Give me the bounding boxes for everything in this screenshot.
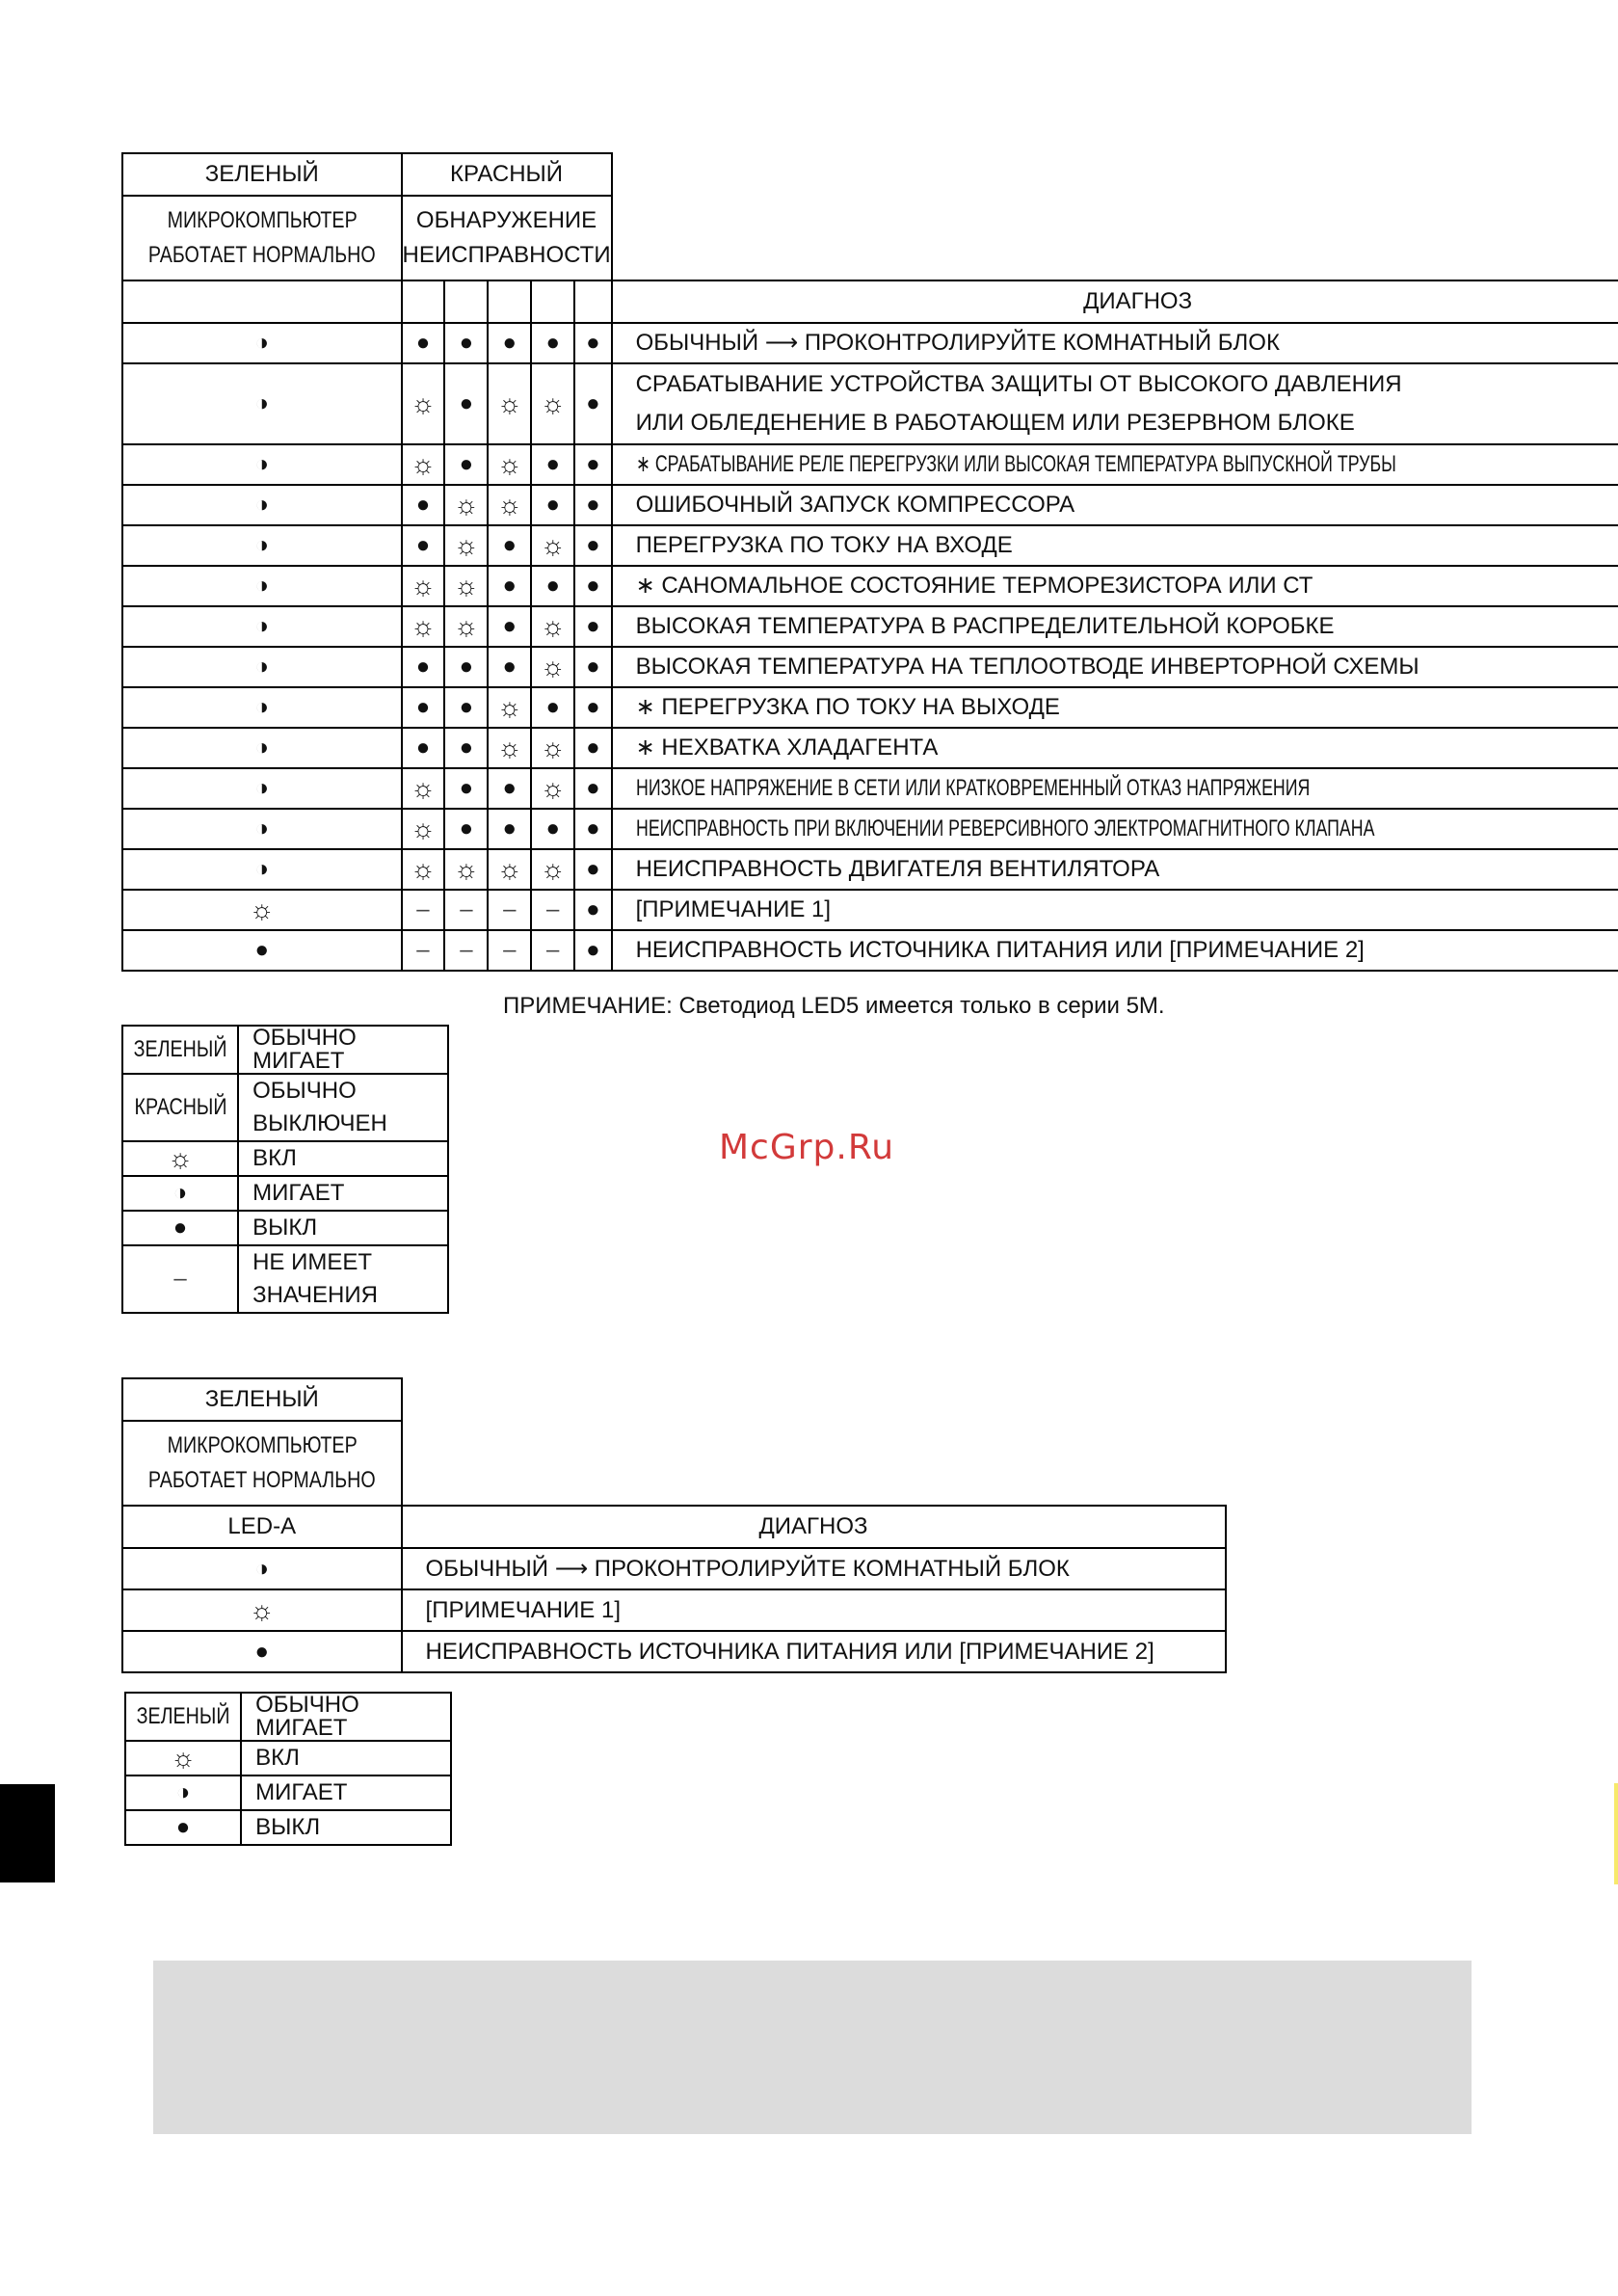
diagnosis-text: ВЫСОКАЯ ТЕМПЕРАТУРА НА ТЕПЛООТВОДЕ ИНВЕРТОРНОЙ СХЕМЫ: [612, 647, 1618, 687]
table-row: [122, 809, 1618, 849]
diagnosis-text: НЕИСПРАВНОСТЬ ПРИ ВКЛЮЧЕНИИ РЕВЕРСИВНОГО ЭЛЕКТРОМАГНИТНОГО КЛАПАНА: [612, 809, 1618, 849]
led-off-icon: ●: [488, 809, 531, 849]
led-blink-icon: ◑: [122, 1548, 402, 1589]
led-off-icon: ●: [574, 687, 611, 728]
header-green: ЗЕЛЕНЫЙ: [122, 1378, 402, 1421]
led-off-icon: ●: [574, 525, 611, 566]
led-off-icon: ●: [531, 687, 574, 728]
led-blink-icon: ◑: [125, 1775, 241, 1810]
header-red: КРАСНЫЙ: [402, 153, 612, 196]
led-off-icon: ●: [531, 566, 574, 606]
legend-green-label: ЗЕЛЕНЫЙ: [125, 1693, 241, 1741]
table-row: [122, 1589, 1226, 1631]
led-blink-icon: ◑: [122, 606, 402, 647]
table-row: [122, 728, 1618, 768]
led-off-icon: ●: [444, 444, 488, 485]
diagnosis-text: ∗ САНОМАЛЬНОЕ СОСТОЯНИЕ ТЕРМОРЕЗИСТОРА ИЛИ СТ: [612, 566, 1618, 606]
not-applicable-icon: –: [122, 1245, 238, 1313]
diagnosis-text: НЕИСПРАВНОСТЬ ИСТОЧНИКА ПИТАНИЯ ИЛИ [ПРИМЕЧАНИЕ 2]: [402, 1631, 1226, 1672]
legend-green-label: ЗЕЛЕНЫЙ: [122, 1026, 238, 1074]
diagnosis-text: ПЕРЕГРУЗКА ПО ТОКУ НА ВХОДЕ: [612, 525, 1618, 566]
table-row: [122, 363, 1618, 444]
table-row: [122, 768, 1618, 809]
led-a-diagnosis-table: [121, 1377, 1227, 1673]
table-row: [122, 647, 1618, 687]
arrow-icon: ⟶: [758, 330, 805, 356]
diagnosis-text: [ПРИМЕЧАНИЕ 1]: [402, 1589, 1226, 1631]
table-row: [122, 525, 1618, 566]
led-on-icon: ☼: [488, 363, 531, 444]
led-blink-icon: ◑: [122, 728, 402, 768]
led-off-icon: ●: [574, 566, 611, 606]
led-blink-icon: ◑: [122, 525, 402, 566]
diagnosis-text: СРАБАТЫВАНИЕ УСТРОЙСТВА ЗАЩИТЫ ОТ ВЫСОКОГО ДАВЛЕНИЯ ИЛИ ОБЛЕДЕНЕНИЕ В РАБОТАЮЩЕМ ИЛИ РЕЗЕРВНОМ БЛОКЕ: [612, 363, 1618, 444]
led-off-icon: ●: [574, 768, 611, 809]
led-off-icon: ●: [402, 323, 445, 363]
not-applicable-icon: –: [444, 930, 488, 971]
led-off-icon: ●: [444, 323, 488, 363]
table-row: [122, 687, 1618, 728]
not-applicable-icon: –: [531, 930, 574, 971]
table-row: [122, 566, 1618, 606]
legend-green-desc: ОБЫЧНО МИГАЕТ: [241, 1693, 451, 1741]
legend-row: [125, 1741, 451, 1775]
led-on-icon: ☼: [531, 606, 574, 647]
not-applicable-icon: –: [488, 890, 531, 930]
legend-row: [122, 1141, 448, 1176]
arrow-icon: ⟶: [548, 1555, 595, 1582]
led-off-icon: ●: [531, 485, 574, 525]
legend-desc: НЕ ИМЕЕТ ЗНАЧЕНИЯ: [238, 1245, 448, 1313]
led-off-icon: ●: [444, 363, 488, 444]
legend-desc: МИГАЕТ: [238, 1176, 448, 1211]
led-on-icon: ☼: [531, 363, 574, 444]
section-tab-marker: [0, 1784, 55, 1882]
gray-footer-box: [153, 1961, 1472, 2134]
led-on-icon: ☼: [531, 647, 574, 687]
led-off-icon: ●: [531, 323, 574, 363]
led-on-icon: ☼: [444, 566, 488, 606]
led-off-icon: ●: [402, 687, 445, 728]
legend-row: [125, 1810, 451, 1845]
legend-red-label: КРАСНЫЙ: [122, 1074, 238, 1141]
led-off-icon: ●: [488, 647, 531, 687]
diagnosis-text: ОШИБОЧНЫЙ ЗАПУСК КОМПРЕССОРА: [612, 485, 1618, 525]
led-off-icon: ●: [122, 930, 402, 971]
legend-desc: ВЫКЛ: [241, 1810, 451, 1845]
legend-row: [122, 1211, 448, 1245]
led-off-icon: ●: [402, 728, 445, 768]
led-off-icon: ●: [402, 647, 445, 687]
led-off-icon: ●: [574, 647, 611, 687]
led-off-icon: ●: [444, 647, 488, 687]
watermark: McGrp.Ru: [719, 1128, 895, 1167]
led-off-icon: ●: [402, 485, 445, 525]
diagnosis-text: ∗ НЕХВАТКА ХЛАДАГЕНТА: [612, 728, 1618, 768]
led-on-icon: ☼: [402, 849, 445, 890]
not-applicable-icon: –: [488, 930, 531, 971]
diagnosis-text: НИЗКОЕ НАПРЯЖЕНИЕ В СЕТИ ИЛИ КРАТКОВРЕМЕННЫЙ ОТКАЗ НАПРЯЖЕНИЯ: [612, 768, 1618, 809]
led-off-icon: ●: [574, 606, 611, 647]
diagnosis-header: ДИАГНОЗ: [402, 1506, 1226, 1548]
led-on-icon: ☼: [531, 728, 574, 768]
led-on-icon: ☼: [531, 525, 574, 566]
led-off-icon: ●: [125, 1810, 241, 1845]
led-off-icon: ●: [574, 728, 611, 768]
led-on-icon: ☼: [125, 1741, 241, 1775]
header-red-desc: ОБНАРУЖЕНИЕ НЕИСПРАВНОСТИ: [402, 196, 612, 280]
led-on-icon: ☼: [402, 768, 445, 809]
edge-mark: [1614, 1783, 1618, 1884]
led-on-icon: ☼: [402, 606, 445, 647]
legend-desc: ВЫКЛ: [238, 1211, 448, 1245]
led-on-icon: ☼: [488, 687, 531, 728]
led-on-icon: ☼: [444, 485, 488, 525]
led-on-icon: ☼: [531, 768, 574, 809]
led-off-icon: ●: [488, 566, 531, 606]
diagnosis-text: ОБЫЧНЫЙ ⟶ ПРОКОНТРОЛИРУЙТЕ КОМНАТНЫЙ БЛОК: [612, 323, 1618, 363]
table-row: [122, 444, 1618, 485]
led-off-icon: ●: [574, 323, 611, 363]
table-row: [122, 930, 1618, 971]
table-row: [122, 849, 1618, 890]
legend-desc: ВКЛ: [238, 1141, 448, 1176]
led-off-icon: ●: [122, 1631, 402, 1672]
led-blink-icon: ◑: [122, 809, 402, 849]
led-off-icon: ●: [531, 809, 574, 849]
diagnosis-text: ОБЫЧНЫЙ ⟶ ПРОКОНТРОЛИРУЙТЕ КОМНАТНЫЙ БЛОК: [402, 1548, 1226, 1589]
led-on-icon: ☼: [488, 849, 531, 890]
not-applicable-icon: –: [402, 930, 445, 971]
table-row: [122, 890, 1618, 930]
diagnosis-text: ∗ ПЕРЕГРУЗКА ПО ТОКУ НА ВЫХОДЕ: [612, 687, 1618, 728]
table-row: [122, 323, 1618, 363]
led-on-icon: ☼: [444, 849, 488, 890]
led-off-icon: ●: [488, 525, 531, 566]
diagnosis-text: ВЫСОКАЯ ТЕМПЕРАТУРА В РАСПРЕДЕЛИТЕЛЬНОЙ КОРОБКЕ: [612, 606, 1618, 647]
led-off-icon: ●: [574, 809, 611, 849]
led-diagnosis-table: [121, 152, 1618, 972]
legend-table: [121, 1025, 449, 1314]
legend-row: [125, 1775, 451, 1810]
led-blink-icon: ◑: [122, 323, 402, 363]
led-off-icon: ●: [488, 323, 531, 363]
diagnosis-text: [ПРИМЕЧАНИЕ 1]: [612, 890, 1618, 930]
led-blink-icon: ◑: [122, 444, 402, 485]
led-on-icon: ☼: [122, 1141, 238, 1176]
not-applicable-icon: –: [402, 890, 445, 930]
led-on-icon: ☼: [402, 809, 445, 849]
led-off-icon: ●: [444, 768, 488, 809]
header-green-desc: МИКРОКОМПЬЮТЕР РАБОТАЕТ НОРМАЛЬНО: [122, 1421, 402, 1506]
led-off-icon: ●: [574, 485, 611, 525]
header-green: ЗЕЛЕНЫЙ: [122, 153, 402, 196]
legend-green-desc: ОБЫЧНО МИГАЕТ: [238, 1026, 448, 1074]
led-on-icon: ☼: [402, 444, 445, 485]
led-blink-icon: ◑: [122, 849, 402, 890]
led-off-icon: ●: [444, 687, 488, 728]
legend-desc: ВКЛ: [241, 1741, 451, 1775]
table-row: [122, 606, 1618, 647]
not-applicable-icon: –: [531, 890, 574, 930]
diagnosis-text: НЕИСПРАВНОСТЬ ИСТОЧНИКА ПИТАНИЯ ИЛИ [ПРИМЕЧАНИЕ 2]: [612, 930, 1618, 971]
led-on-icon: ☼: [122, 890, 402, 930]
table-row: [122, 1631, 1226, 1672]
led-on-icon: ☼: [444, 606, 488, 647]
led-blink-icon: ◑: [122, 768, 402, 809]
led-on-icon: ☼: [444, 525, 488, 566]
led-off-icon: ●: [574, 444, 611, 485]
led-off-icon: ●: [488, 606, 531, 647]
led-blink-icon: ◑: [122, 687, 402, 728]
legend-table-2: [124, 1692, 452, 1846]
legend-row: [122, 1176, 448, 1211]
led-blink-icon: ◑: [122, 647, 402, 687]
led-on-icon: ☼: [402, 566, 445, 606]
led-on-icon: ☼: [531, 849, 574, 890]
led-on-icon: ☼: [402, 363, 445, 444]
diagnosis-text: НЕИСПРАВНОСТЬ ДВИГАТЕЛЯ ВЕНТИЛЯТОРА: [612, 849, 1618, 890]
led-off-icon: ●: [402, 525, 445, 566]
led-on-icon: ☼: [488, 728, 531, 768]
led-blink-icon: ◑: [122, 363, 402, 444]
led-off-icon: ●: [574, 930, 611, 971]
led-off-icon: ●: [574, 849, 611, 890]
header-green-desc: МИКРОКОМПЬЮТЕР РАБОТАЕТ НОРМАЛЬНО: [122, 196, 402, 280]
led-off-icon: ●: [444, 728, 488, 768]
led-on-icon: ☼: [488, 444, 531, 485]
led-off-icon: ●: [531, 444, 574, 485]
diagnosis-header: ДИАГНОЗ: [612, 280, 1618, 323]
not-applicable-icon: –: [444, 890, 488, 930]
led-off-icon: ●: [122, 1211, 238, 1245]
led-off-icon: ●: [488, 768, 531, 809]
diagnosis-text: ∗ СРАБАТЫВАНИЕ РЕЛЕ ПЕРЕГРУЗКИ ИЛИ ВЫСОКАЯ ТЕМПЕРАТУРА ВЫПУСКНОЙ ТРУБЫ: [612, 444, 1618, 485]
legend-desc: МИГАЕТ: [241, 1775, 451, 1810]
legend-red-desc: ОБЫЧНО ВЫКЛЮЧЕН: [238, 1074, 448, 1141]
led-off-icon: ●: [574, 363, 611, 444]
led-blink-icon: ◑: [122, 485, 402, 525]
led-on-icon: ☼: [488, 485, 531, 525]
table-row: [122, 1548, 1226, 1589]
led-a-label: LED-A: [122, 1506, 402, 1548]
legend-row: [122, 1245, 448, 1313]
led5-note: ПРИМЕЧАНИЕ: Светодиод LED5 имеется только в серии 5М.: [503, 993, 1165, 1019]
led-on-icon: ☼: [122, 1589, 402, 1631]
led-blink-icon: ◑: [122, 1176, 238, 1211]
table-row: [122, 485, 1618, 525]
led-off-icon: ●: [444, 809, 488, 849]
led-off-icon: ●: [574, 890, 611, 930]
led-blink-icon: ◑: [122, 566, 402, 606]
